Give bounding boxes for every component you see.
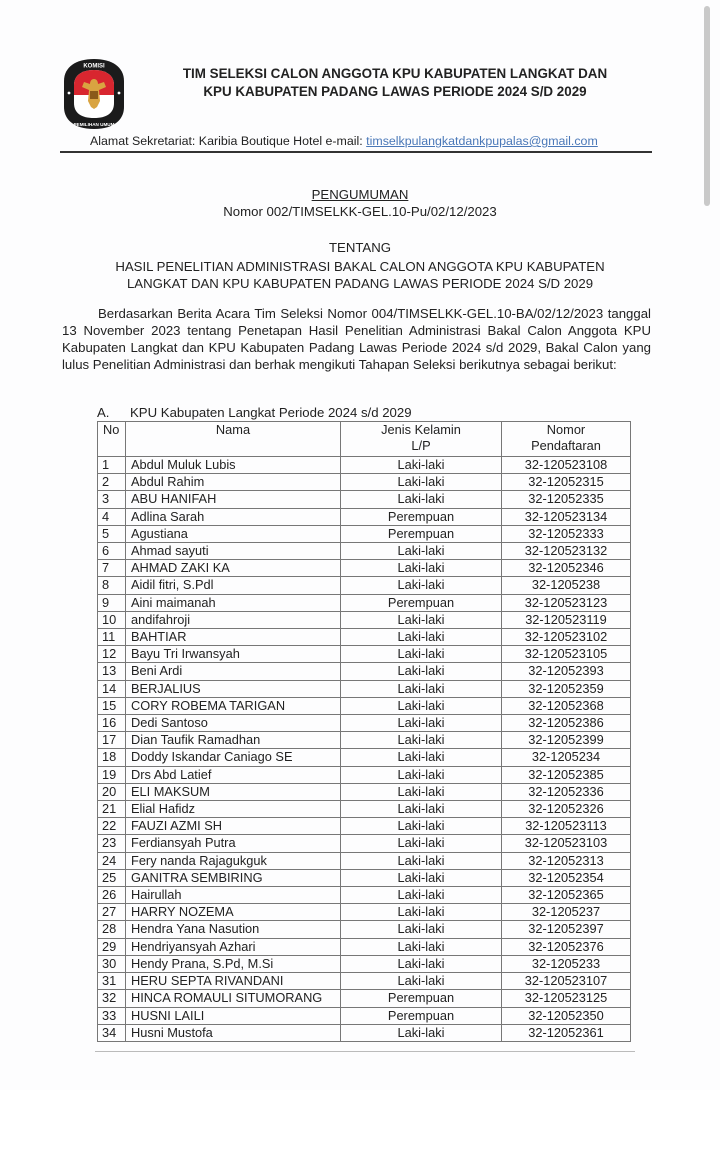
cell-nama: AHMAD ZAKI KA <box>126 560 341 577</box>
cell-jenis-kelamin: Laki-laki <box>341 697 502 714</box>
cell-jenis-kelamin: Laki-laki <box>341 457 502 474</box>
cell-jenis-kelamin: Perempuan <box>341 525 502 542</box>
table-bottom-edge <box>95 1051 635 1052</box>
cell-no: 28 <box>98 921 126 938</box>
cell-no: 7 <box>98 560 126 577</box>
cell-no: 2 <box>98 474 126 491</box>
table-row <box>98 715 631 732</box>
cell-nomor-pendaftaran: 32-12052393 <box>502 663 631 680</box>
cell-nomor-pendaftaran: 32-1205237 <box>502 904 631 921</box>
cell-jenis-kelamin: Laki-laki <box>341 629 502 646</box>
table-row <box>98 646 631 663</box>
cell-nama: BAHTIAR <box>126 629 341 646</box>
cell-nomor-pendaftaran: 32-120523132 <box>502 543 631 560</box>
cell-jenis-kelamin: Laki-laki <box>341 560 502 577</box>
svg-text:PEMILIHAN UMUM: PEMILIHAN UMUM <box>73 122 115 127</box>
cell-jenis-kelamin: Laki-laki <box>341 852 502 869</box>
scrollbar[interactable] <box>704 6 710 206</box>
table-row <box>98 577 631 594</box>
table-row <box>98 887 631 904</box>
cell-nomor-pendaftaran: 32-12052335 <box>502 491 631 508</box>
cell-nama: Ahmad sayuti <box>126 543 341 560</box>
cell-jenis-kelamin: Laki-laki <box>341 835 502 852</box>
letterhead-title <box>130 65 660 101</box>
cell-no: 14 <box>98 680 126 697</box>
cell-nama: Doddy Iskandar Caniago SE <box>126 749 341 766</box>
cell-jenis-kelamin: Laki-laki <box>341 749 502 766</box>
table-header-row <box>98 422 631 457</box>
cell-jenis-kelamin: Laki-laki <box>341 715 502 732</box>
cell-jenis-kelamin: Perempuan <box>341 990 502 1007</box>
cell-jenis-kelamin: Laki-laki <box>341 869 502 886</box>
about-label: TENTANG <box>328 240 392 255</box>
cell-no: 24 <box>98 852 126 869</box>
cell-nama: Ferdiansyah Putra <box>126 835 341 852</box>
cell-jenis-kelamin: Laki-laki <box>341 887 502 904</box>
table-row <box>98 697 631 714</box>
subject-line-1: HASIL PENELITIAN ADMINISTRASI BAKAL CALON ANGGOTA KPU KABUPATEN <box>115 259 605 274</box>
cell-jenis-kelamin: Laki-laki <box>341 491 502 508</box>
cell-no: 20 <box>98 783 126 800</box>
letterhead-title-line-2: KPU KABUPATEN PADANG LAWAS PERIODE 2024 S/D 2029 <box>203 84 587 99</box>
kpu-logo <box>62 57 126 131</box>
cell-nomor-pendaftaran: 32-120523103 <box>502 835 631 852</box>
cell-nama: Husni Mustofa <box>126 1024 341 1041</box>
cell-no: 5 <box>98 525 126 542</box>
cell-jenis-kelamin: Laki-laki <box>341 783 502 800</box>
letterhead-divider <box>60 151 652 153</box>
cell-no: 30 <box>98 955 126 972</box>
cell-no: 15 <box>98 697 126 714</box>
cell-nomor-pendaftaran: 32-12052365 <box>502 887 631 904</box>
cell-nama: HINCA ROMAULI SITUMORANG <box>126 990 341 1007</box>
cell-no: 6 <box>98 543 126 560</box>
table-row <box>98 852 631 869</box>
body-text: Berdasarkan Berita Acara Tim Seleksi Nomor 004/TIMSELKK-GEL.10-BA/02/12/2023 tanggal 13 November 2023 tentang Penetapan Hasil Penelitian Administrasi Bakal Calon Anggota KPU Kabupaten Langkat dan KPU Kabupaten Padang Lawas Periode 2024 s/d 2029, Bakal Calon yang lulus Penelitian Administrasi dan berhak mengikuti Tahapan Seleksi berikutnya sebagai berikut: <box>62 306 651 372</box>
cell-nomor-pendaftaran: 32-12052397 <box>502 921 631 938</box>
email-link[interactable]: timselkpulangkatdankpupalas@gmail.com <box>366 134 598 148</box>
cell-no: 12 <box>98 646 126 663</box>
cell-nama: HERU SEPTA RIVANDANI <box>126 973 341 990</box>
cell-nomor-pendaftaran: 32-1205233 <box>502 955 631 972</box>
announcement-heading: PENGUMUMAN <box>311 187 409 202</box>
header-nomor-pendaftaran <box>502 422 631 457</box>
table-row <box>98 663 631 680</box>
cell-nomor-pendaftaran: 32-12052399 <box>502 732 631 749</box>
table-row <box>98 491 631 508</box>
cell-no: 27 <box>98 904 126 921</box>
cell-no: 11 <box>98 629 126 646</box>
cell-no: 9 <box>98 594 126 611</box>
table-row <box>98 611 631 628</box>
cell-nama: Drs Abd Latief <box>126 766 341 783</box>
cell-no: 31 <box>98 973 126 990</box>
header-jk-line-2: L/P <box>411 438 431 454</box>
table-row <box>98 835 631 852</box>
cell-nama: FAUZI AZMI SH <box>126 818 341 835</box>
cell-no: 32 <box>98 990 126 1007</box>
table-row <box>98 990 631 1007</box>
cell-jenis-kelamin: Laki-laki <box>341 1024 502 1041</box>
letterhead-title-line-1: TIM SELEKSI CALON ANGGOTA KPU KABUPATEN LANGKAT DAN <box>182 66 608 81</box>
cell-nama: Dedi Santoso <box>126 715 341 732</box>
cell-jenis-kelamin: Laki-laki <box>341 766 502 783</box>
cell-nama: Fery nanda Rajagukguk <box>126 852 341 869</box>
cell-nomor-pendaftaran: 32-12052313 <box>502 852 631 869</box>
table-row <box>98 560 631 577</box>
cell-no: 23 <box>98 835 126 852</box>
cell-nomor-pendaftaran: 32-1205238 <box>502 577 631 594</box>
table-row <box>98 938 631 955</box>
cell-jenis-kelamin: Laki-laki <box>341 732 502 749</box>
cell-nama: andifahroji <box>126 611 341 628</box>
cell-nama: Hendra Yana Nasution <box>126 921 341 938</box>
cell-nama: Aidil fitri, S.Pdl <box>126 577 341 594</box>
table-row <box>98 629 631 646</box>
candidates-table <box>97 421 631 1042</box>
cell-jenis-kelamin: Laki-laki <box>341 646 502 663</box>
table-row <box>98 955 631 972</box>
cell-jenis-kelamin: Laki-laki <box>341 474 502 491</box>
table-row <box>98 508 631 525</box>
table-row <box>98 973 631 990</box>
cell-nama: GANITRA SEMBIRING <box>126 869 341 886</box>
announcement-body <box>62 305 651 373</box>
table-row <box>98 525 631 542</box>
cell-jenis-kelamin: Laki-laki <box>341 577 502 594</box>
table-row <box>98 801 631 818</box>
table-row <box>98 1024 631 1041</box>
section-title <box>97 405 412 420</box>
cell-nama: Abdul Rahim <box>126 474 341 491</box>
cell-no: 29 <box>98 938 126 955</box>
header-no: No <box>98 422 126 457</box>
table-row <box>98 1007 631 1024</box>
cell-nama: HUSNI LAILI <box>126 1007 341 1024</box>
cell-nama: Aini maimanah <box>126 594 341 611</box>
cell-jenis-kelamin: Laki-laki <box>341 611 502 628</box>
cell-no: 16 <box>98 715 126 732</box>
cell-nomor-pendaftaran: 32-12052385 <box>502 766 631 783</box>
cell-no: 17 <box>98 732 126 749</box>
cell-nomor-pendaftaran: 32-12052333 <box>502 525 631 542</box>
cell-no: 8 <box>98 577 126 594</box>
cell-jenis-kelamin: Laki-laki <box>341 818 502 835</box>
cell-nama: BERJALIUS <box>126 680 341 697</box>
cell-jenis-kelamin: Perempuan <box>341 594 502 611</box>
cell-no: 3 <box>98 491 126 508</box>
table-row <box>98 594 631 611</box>
cell-nama: Beni Ardi <box>126 663 341 680</box>
table-row <box>98 749 631 766</box>
cell-jenis-kelamin: Laki-laki <box>341 663 502 680</box>
table-row <box>98 543 631 560</box>
table-row <box>98 904 631 921</box>
cell-nomor-pendaftaran: 32-12052346 <box>502 560 631 577</box>
cell-nama: Elial Hafidz <box>126 801 341 818</box>
subject-line-2: LANGKAT DAN KPU KABUPATEN PADANG LAWAS PERIODE 2024 S/D 2029 <box>126 276 594 291</box>
cell-no: 18 <box>98 749 126 766</box>
cell-nomor-pendaftaran: 32-120523108 <box>502 457 631 474</box>
cell-no: 34 <box>98 1024 126 1041</box>
table-row <box>98 680 631 697</box>
cell-jenis-kelamin: Laki-laki <box>341 680 502 697</box>
cell-jenis-kelamin: Laki-laki <box>341 938 502 955</box>
cell-nomor-pendaftaran: 32-120523119 <box>502 611 631 628</box>
table-row <box>98 766 631 783</box>
cell-no: 25 <box>98 869 126 886</box>
cell-nomor-pendaftaran: 32-12052368 <box>502 697 631 714</box>
cell-nama: Adlina Sarah <box>126 508 341 525</box>
cell-no: 33 <box>98 1007 126 1024</box>
cell-nomor-pendaftaran: 32-1205234 <box>502 749 631 766</box>
cell-jenis-kelamin: Laki-laki <box>341 904 502 921</box>
cell-nama: Dian Taufik Ramadhan <box>126 732 341 749</box>
cell-nama: Bayu Tri Irwansyah <box>126 646 341 663</box>
header-nama: Nama <box>126 422 341 457</box>
cell-nama: Abdul Muluk Lubis <box>126 457 341 474</box>
cell-nomor-pendaftaran: 32-12052315 <box>502 474 631 491</box>
cell-nomor-pendaftaran: 32-12052350 <box>502 1007 631 1024</box>
cell-nomor-pendaftaran: 32-12052361 <box>502 1024 631 1041</box>
address-label: Alamat Sekretariat: Karibia Boutique Hotel e-mail: <box>90 134 367 148</box>
cell-nomor-pendaftaran: 32-12052386 <box>502 715 631 732</box>
cell-jenis-kelamin: Perempuan <box>341 1007 502 1024</box>
announcement-number: Nomor 002/TIMSELKK-GEL.10-Pu/02/12/2023 <box>223 204 497 219</box>
table-row <box>98 457 631 474</box>
table-row <box>98 474 631 491</box>
cell-nomor-pendaftaran: 32-12052336 <box>502 783 631 800</box>
cell-no: 13 <box>98 663 126 680</box>
cell-nomor-pendaftaran: 32-120523107 <box>502 973 631 990</box>
table-row <box>98 818 631 835</box>
cell-no: 21 <box>98 801 126 818</box>
cell-nomor-pendaftaran: 32-120523123 <box>502 594 631 611</box>
header-jenis-kelamin <box>341 422 502 457</box>
cell-nomor-pendaftaran: 32-120523105 <box>502 646 631 663</box>
cell-nomor-pendaftaran: 32-120523102 <box>502 629 631 646</box>
section-label: KPU Kabupaten Langkat Periode 2024 s/d 2029 <box>130 405 412 420</box>
cell-jenis-kelamin: Laki-laki <box>341 543 502 560</box>
cell-nama: Agustiana <box>126 525 341 542</box>
cell-no: 1 <box>98 457 126 474</box>
section-letter: A. <box>97 405 110 420</box>
cell-nomor-pendaftaran: 32-12052326 <box>502 801 631 818</box>
header-nomor-line-2: Pendaftaran <box>531 438 601 454</box>
cell-nomor-pendaftaran: 32-120523125 <box>502 990 631 1007</box>
cell-nomor-pendaftaran: 32-12052354 <box>502 869 631 886</box>
cell-nomor-pendaftaran: 32-120523113 <box>502 818 631 835</box>
table-row <box>98 921 631 938</box>
secretariat-address <box>90 134 598 148</box>
svg-text:KOMISI: KOMISI <box>83 63 105 70</box>
cell-nomor-pendaftaran: 32-120523134 <box>502 508 631 525</box>
table-row <box>98 869 631 886</box>
cell-no: 22 <box>98 818 126 835</box>
header-nomor-line-1: Nomor <box>546 422 586 437</box>
cell-nama: ABU HANIFAH <box>126 491 341 508</box>
cell-no: 19 <box>98 766 126 783</box>
cell-jenis-kelamin: Laki-laki <box>341 921 502 938</box>
cell-no: 4 <box>98 508 126 525</box>
table-row <box>98 732 631 749</box>
announcement-subject <box>40 258 680 292</box>
cell-nama: Hairullah <box>126 887 341 904</box>
cell-nama: Hendriyansyah Azhari <box>126 938 341 955</box>
cell-jenis-kelamin: Perempuan <box>341 508 502 525</box>
cell-no: 10 <box>98 611 126 628</box>
cell-nomor-pendaftaran: 32-12052359 <box>502 680 631 697</box>
cell-no: 26 <box>98 887 126 904</box>
cell-nama: ELI MAKSUM <box>126 783 341 800</box>
header-jk-line-1: Jenis Kelamin <box>381 422 461 437</box>
table-row <box>98 783 631 800</box>
cell-nama: HARRY NOZEMA <box>126 904 341 921</box>
cell-nama: CORY ROBEMA TARIGAN <box>126 697 341 714</box>
cell-jenis-kelamin: Laki-laki <box>341 973 502 990</box>
cell-nomor-pendaftaran: 32-12052376 <box>502 938 631 955</box>
garuda-emblem-icon <box>62 57 126 131</box>
cell-jenis-kelamin: Laki-laki <box>341 801 502 818</box>
cell-nama: Hendy Prana, S.Pd, M.Si <box>126 955 341 972</box>
cell-jenis-kelamin: Laki-laki <box>341 955 502 972</box>
